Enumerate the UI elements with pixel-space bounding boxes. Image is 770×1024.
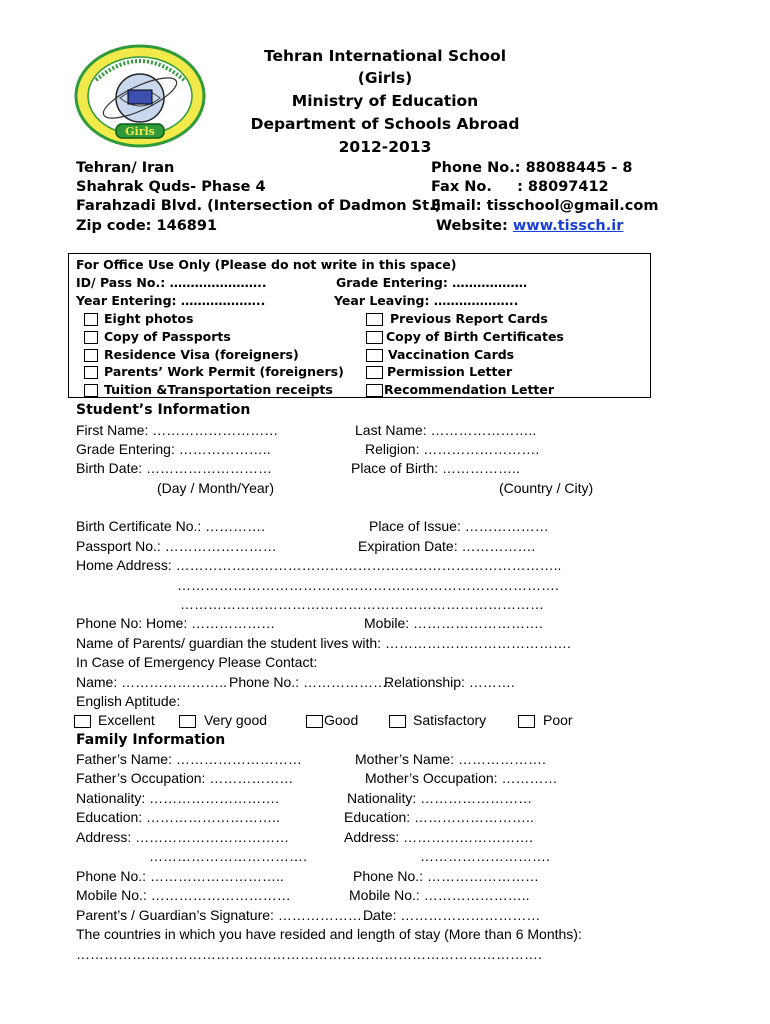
id-pass-field[interactable]: ID/ Pass No.: ………………….. — [76, 275, 267, 290]
passport-number-field[interactable]: Passport No.: …………………… — [76, 538, 277, 554]
mother-address-line2[interactable]: ………………………. — [420, 848, 550, 864]
aptitude-option-label: Very good — [204, 712, 268, 728]
countries-resided-label: The countries in which you have resided and length of stay (More than 6 Months): — [76, 926, 582, 942]
birth-date-field[interactable]: Birth Date: ……………………… — [76, 460, 273, 476]
family-info-heading: Family Information — [76, 732, 226, 748]
student-info-heading: Student’s Information — [76, 402, 251, 418]
year-leaving-field[interactable]: Year Leaving: ……………….. — [334, 293, 519, 308]
website-link[interactable]: www.tissch.ir — [512, 218, 624, 234]
mother-education-field[interactable]: Education: …………………….. — [344, 809, 534, 825]
school-logo — [68, 42, 208, 154]
last-name-field[interactable]: Last Name: ………………….. — [355, 422, 537, 438]
place-of-birth-field[interactable]: Place of Birth: …………….. — [351, 460, 520, 476]
checkbox-excellent[interactable] — [74, 715, 91, 728]
aptitude-option-label: Excellent — [98, 712, 155, 728]
emergency-name-field[interactable]: Name: ………………….. — [76, 674, 227, 690]
checkbox-very-good[interactable] — [179, 715, 196, 728]
home-address-line2[interactable]: ………………………………………………………………………. — [177, 577, 559, 593]
father-mobile-field[interactable]: Mobile No.: ………………………… — [76, 887, 291, 903]
checkbox-tuition-receipts[interactable] — [84, 384, 98, 397]
religion-field[interactable]: Religion: ……………………. — [365, 441, 540, 457]
checklist-label: Tuition &Transportation receipts — [104, 382, 333, 397]
home-phone-field[interactable]: Phone No: Home: ……………… — [76, 615, 276, 631]
phone-number: Phone No.: 88088445 - 8 — [431, 160, 633, 176]
signature-field[interactable]: Parent’s / Guardian’s Signature: ………………… — [76, 907, 376, 923]
mother-address-field[interactable]: Address: ………………………. — [344, 829, 534, 845]
year-entering-field[interactable]: Year Entering: ……………….. — [76, 293, 266, 308]
checkbox-satisfactory[interactable] — [389, 715, 406, 728]
aptitude-option-label: Poor — [543, 712, 573, 728]
place-format-hint: (Country / City) — [499, 480, 594, 496]
checkbox-residence-visa[interactable] — [84, 349, 98, 362]
checkbox-eight-photos[interactable] — [84, 313, 98, 326]
aptitude-option-label: Satisfactory — [413, 712, 487, 728]
father-name-field[interactable]: Father’s Name: ……………………… — [76, 751, 302, 767]
english-aptitude-label: English Aptitude: — [76, 693, 181, 709]
aptitude-option-label: Good — [324, 712, 359, 728]
checklist-label: Vaccination Cards — [388, 347, 515, 362]
checkbox-vaccination-cards[interactable] — [366, 349, 383, 362]
checklist-label: Copy of Birth Certificates — [386, 329, 564, 344]
date-format-hint: (Day / Month/Year) — [157, 480, 274, 496]
home-address-field[interactable]: Home Address: ……………………………………………………………………….. — [76, 557, 562, 573]
checkbox-birth-certificates[interactable] — [366, 331, 383, 344]
checkbox-good[interactable] — [306, 715, 323, 728]
checklist-label: Previous Report Cards — [390, 311, 548, 326]
emergency-contact-label: In Case of Emergency Please Contact: — [76, 654, 318, 670]
school-name: Tehran International School — [263, 47, 507, 65]
checkbox-work-permit[interactable] — [84, 366, 98, 379]
address-district: Shahrak Quds- Phase 4 — [76, 179, 266, 195]
school-subtitle: (Girls) — [357, 69, 413, 87]
checklist-label: Parents’ Work Permit (foreigners) — [104, 364, 344, 379]
emergency-phone-field[interactable]: Phone No.: ………………. — [229, 674, 391, 690]
first-name-field[interactable]: First Name: ……………………… — [76, 422, 279, 438]
checkbox-copy-passports[interactable] — [84, 331, 98, 344]
checkbox-poor[interactable] — [518, 715, 535, 728]
mother-phone-field[interactable]: Phone No.: …………………… — [353, 868, 539, 884]
logo-text: Girls — [125, 125, 155, 138]
checklist-label: Permission Letter — [387, 364, 513, 379]
checklist-label: Copy of Passports — [104, 329, 231, 344]
mobile-field[interactable]: Mobile: ………………………. — [364, 615, 543, 631]
checkbox-permission-letter[interactable] — [366, 366, 383, 379]
ministry-name: Ministry of Education — [291, 92, 479, 110]
department-name: Department of Schools Abroad — [250, 115, 520, 133]
mother-name-field[interactable]: Mother’s Name: ………………. — [355, 751, 546, 767]
expiration-date-field[interactable]: Expiration Date: ……………. — [358, 538, 536, 554]
address-zip: Zip code: 146891 — [76, 218, 218, 234]
mother-mobile-field[interactable]: Mobile No.: ………………….. — [349, 887, 530, 903]
father-nationality-field[interactable]: Nationality: ………………………. — [76, 790, 280, 806]
signature-date-field[interactable]: Date: ………………………… — [363, 907, 541, 923]
address-city: Tehran/ Iran — [76, 160, 175, 176]
emergency-relationship-field[interactable]: Relationship: ………. — [384, 674, 515, 690]
father-address-line2[interactable]: ……………………………. — [149, 848, 307, 864]
grade-entering-field[interactable]: Grade Entering: ……………….. — [76, 441, 271, 457]
website-label: Website: — [436, 218, 513, 234]
address-street: Farahzadi Blvd. (Intersection of Dadmon St.) — [76, 198, 442, 214]
father-education-field[interactable]: Education: ……………………….. — [76, 809, 280, 825]
fax-number: Fax No. : 88097412 — [431, 179, 609, 195]
office-grade-entering-field[interactable]: Grade Entering: ……………… — [336, 275, 528, 290]
office-heading: For Office Use Only (Please do not write in this space) — [76, 257, 457, 272]
home-address-line3[interactable]: …………………………………………………………………… — [180, 596, 544, 612]
checklist-label: Residence Visa (foreigners) — [104, 347, 299, 362]
email-address: Email: tisschool@gmail.com — [431, 198, 659, 214]
checklist-label: Recommendation Letter — [384, 382, 555, 397]
website — [436, 218, 623, 234]
school-year: 2012-2013 — [338, 138, 432, 156]
birth-certificate-field[interactable]: Birth Certificate No.: …………. — [76, 518, 266, 534]
father-occupation-field[interactable]: Father’s Occupation: ……………… — [76, 770, 294, 786]
checklist-label: Eight photos — [104, 311, 194, 326]
mother-occupation-field[interactable]: Mother’s Occupation: ………… — [365, 770, 558, 786]
checkbox-report-cards[interactable] — [366, 313, 383, 326]
father-address-field[interactable]: Address: …………………………… — [76, 829, 290, 845]
lives-with-field[interactable]: Name of Parents/ guardian the student lives with: …………………………………. — [76, 635, 571, 651]
father-phone-field[interactable]: Phone No.: ……………………….. — [76, 868, 284, 884]
countries-resided-field[interactable]: ………………………………………………………………………………………. — [76, 946, 542, 962]
checkbox-recommendation-letter[interactable] — [366, 384, 383, 397]
place-of-issue-field[interactable]: Place of Issue: ……………… — [369, 518, 549, 534]
mother-nationality-field[interactable]: Nationality: …………………… — [347, 790, 533, 806]
